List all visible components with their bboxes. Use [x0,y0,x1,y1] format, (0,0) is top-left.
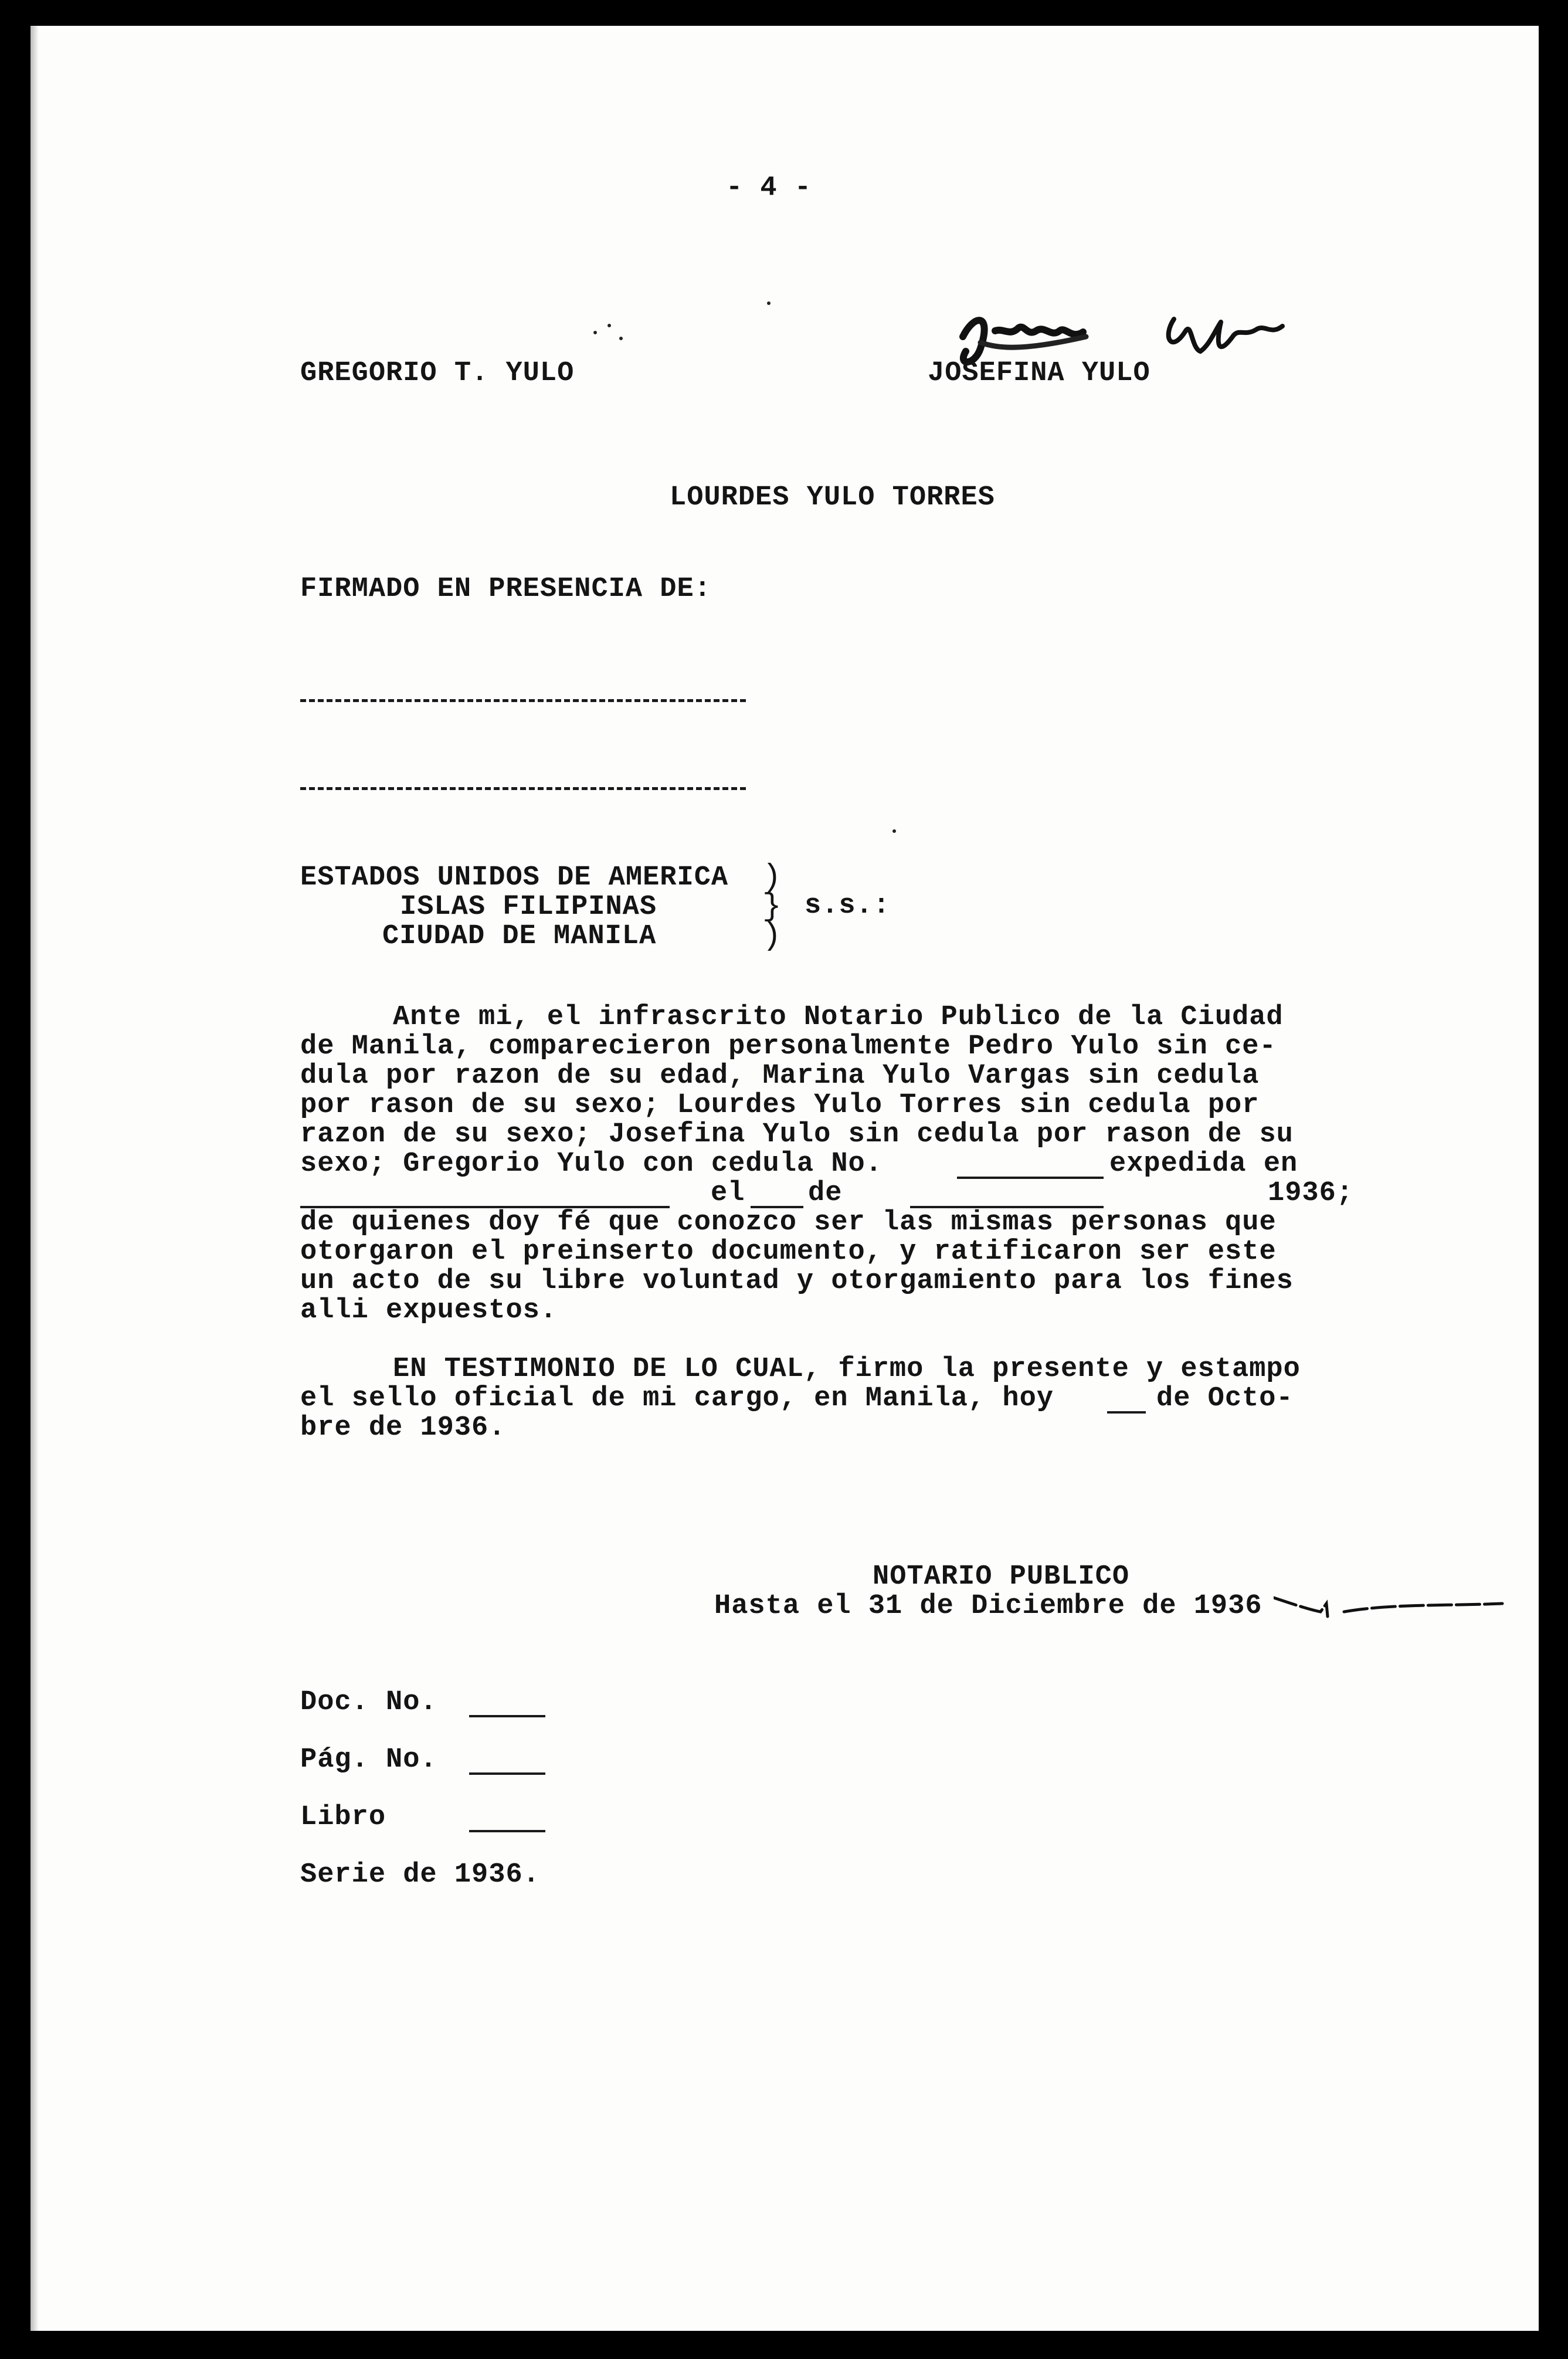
cedula-number-blank [957,1177,1104,1179]
ack-line-11: alli expuestos. [300,1295,558,1326]
ack-line-10: un acto de su libre voluntad y otorgamiento para los fines [300,1266,1294,1297]
ack-year: 1936; [1268,1178,1354,1209]
venue-islands: ISLAS FILIPINAS [400,892,657,923]
ack-line-1: Ante mi, el infrascrito Notario Publico de la Ciudad [393,1002,1284,1033]
ack-line-3: dula por razon de su edad, Marina Yulo Vargas sin cedula [300,1060,1260,1092]
ink-speck [767,301,771,305]
day-of-october-blank [1107,1411,1146,1414]
libro-blank [469,1830,545,1832]
pag-no-blank [469,1772,545,1775]
ack-line-2: de Manila, comparecieron personalmente Pedro Yulo sin ce- [300,1031,1277,1062]
signer-lourdes: LOURDES YULO TORRES [670,482,995,513]
ack-line-6: sexo; Gregorio Yulo con cedula No. [300,1148,883,1180]
ack-line-5: razon de su sexo; Josefina Yulo sin cedula por rason de su [300,1119,1294,1150]
venue-ss: s.s.: [805,890,891,921]
ink-speck [593,331,597,334]
testimony-line-2: el sello oficial de mi cargo, en Manila, hoy [300,1383,1054,1414]
venue-brace-bottom: ) [762,918,782,954]
notary-signature-stroke-icon [1274,1586,1508,1621]
ack-line-9: otorgaron el preinserto documento, y ratificaron ser este [300,1236,1277,1267]
page-edge-shadow [30,26,39,2331]
ack-de: de [808,1178,843,1209]
venue-brace-mid: } [762,889,782,925]
testimony-line-1: EN TESTIMONIO DE LO CUAL, firmo la presente y estampo [393,1354,1301,1385]
venue-city: CIUDAD DE MANILA [382,921,657,952]
signer-gregorio: GREGORIO T. YULO [300,358,575,389]
ack-line-6-tail: expedida en [1109,1148,1298,1180]
venue-brace-top: ) [762,860,782,896]
ink-speck [892,829,896,833]
witness-heading: FIRMADO EN PRESENCIA DE: [300,574,711,605]
doc-no-label: Doc. No. [300,1687,437,1718]
witness-signature-line-2 [300,787,746,790]
notary-title: NOTARIO PUBLICO [873,1561,1130,1592]
ack-el: el [711,1178,745,1209]
ack-line-4: por rason de su sexo; Lourdes Yulo Torres sin cedula por [300,1090,1260,1121]
testimony-line-2-tail: de Octo- [1156,1383,1294,1414]
libro-label: Libro [300,1802,386,1833]
testimony-line-3: bre de 1936. [300,1412,506,1443]
page-number: - 4 - [726,172,812,204]
document-page [30,26,1539,2331]
venue-country: ESTADOS UNIDOS DE AMERICA [300,862,729,893]
serie-label: Serie de 1936. [300,1859,540,1890]
notary-term: Hasta el 31 de Diciembre de 1936 [714,1591,1262,1622]
doc-no-blank [469,1715,545,1717]
ink-speck [607,324,611,327]
witness-signature-line-1 [300,699,746,702]
ack-line-8: de quienes doy fé que conozco ser las mismas personas que [300,1207,1277,1238]
ink-speck [619,337,623,340]
pag-no-label: Pág. No. [300,1744,437,1775]
signer-josefina: JOSEFINA YULO [928,358,1150,389]
